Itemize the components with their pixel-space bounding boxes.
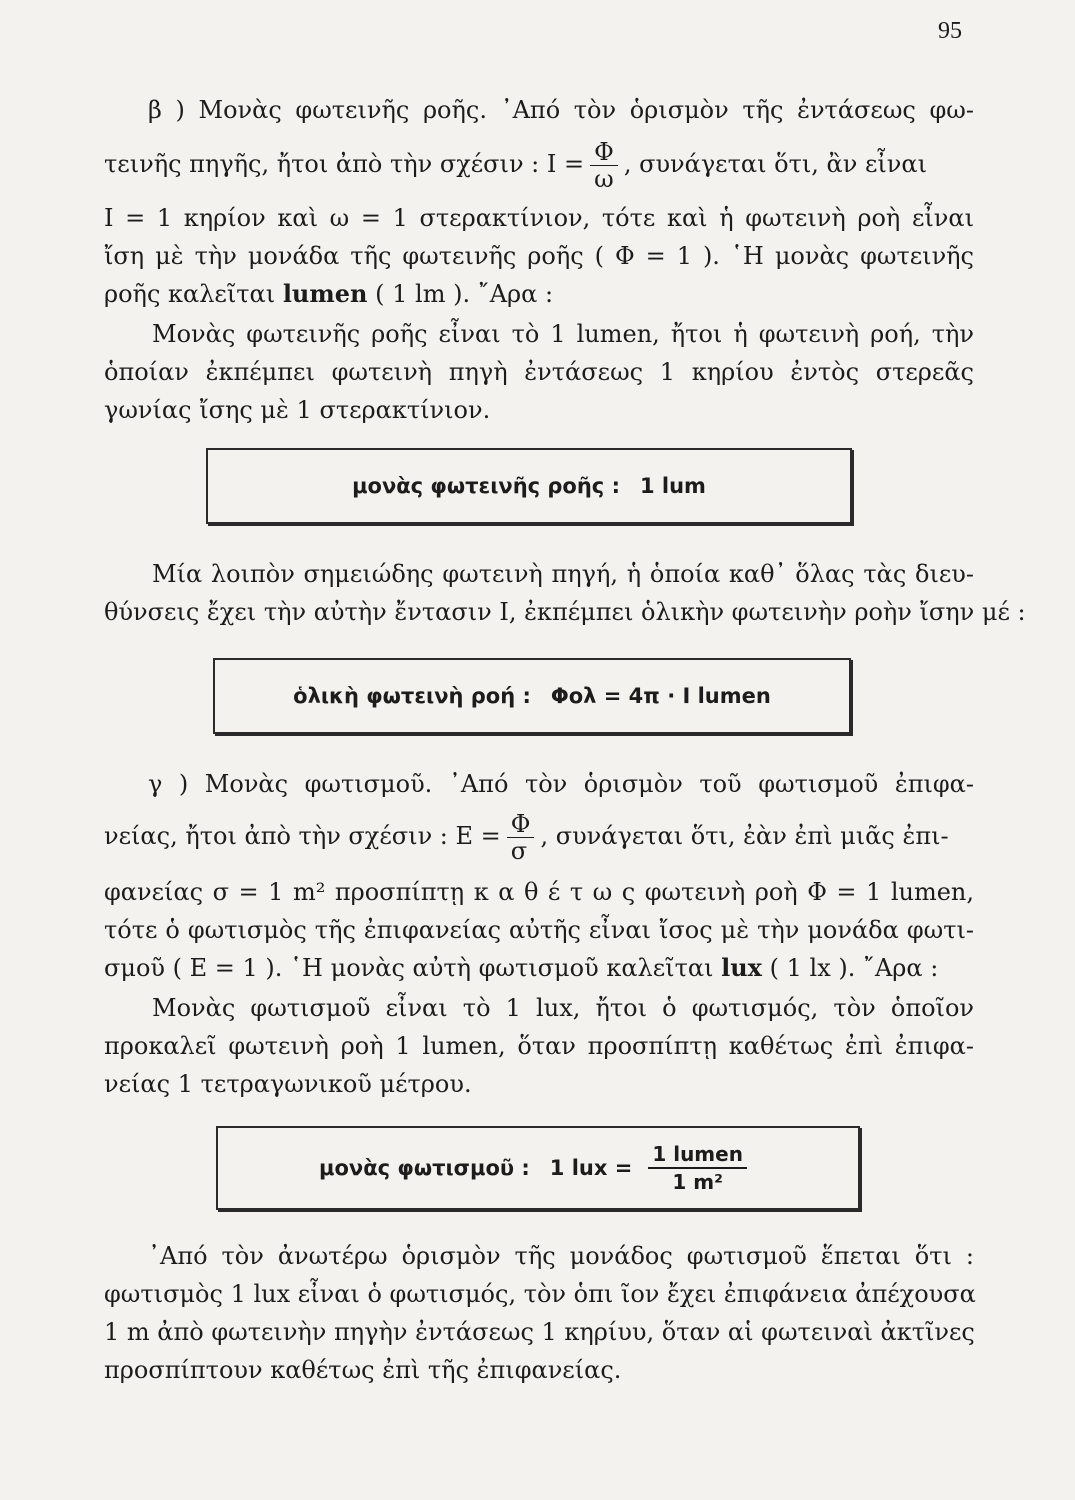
sec-b-line-2 <box>104 124 974 204</box>
last-line-3: 1 m ἀπὸ φωτεινὴν πηγὴν ἐντάσεως 1 κηρίυυ, ὅταν αἱ φωτειναὶ ἀκτῖνες <box>104 1318 975 1346</box>
definition-lux-line-1: Μονὰς φωτισμοῦ εἶναι τὸ 1 lux, ἤτοι ὁ φωτισμός, τὸν ὁποῖον <box>152 994 974 1022</box>
last-line-2: φωτισμὸς 1 lux εἶναι ὁ φωτισμός, τὸν ὁπι ῖον ἔχει ἐπιφάνεια ἀπέχουσα <box>104 1280 976 1308</box>
fraction-numerator: Φ <box>510 810 531 838</box>
lumen-term: lumen <box>282 279 368 308</box>
fraction-phi-omega <box>590 139 618 192</box>
mid-line-2: θύνσεις ἔχει τὴν αὐτὴν ἔντασιν Ι, ἐκπέμπει ὁλικὴν φωτεινὴν ροὴν ἴσην μέ : <box>104 598 1026 626</box>
sec-c-line-4: τότε ὁ φωτισμὸς τῆς ἐπιφανείας αὐτῆς εἶναι ἴσος μὲ τὴν μονάδα φωτι- <box>104 916 974 944</box>
sec-c-line-5 <box>104 950 974 986</box>
formula-box-total-flux <box>213 658 851 734</box>
sec-b-line-2-post: , συνάγεται ὅτι, ἂν εἶναι <box>623 150 928 178</box>
fraction-numerator: Φ <box>594 138 614 166</box>
box2-label: ὁλικὴ φωτεινὴ ροή : <box>293 684 531 708</box>
fraction-denominator: ω <box>590 165 618 192</box>
box3-numerator: 1 lumen <box>652 1142 743 1166</box>
box3-denominator: 1 m² <box>648 1167 747 1195</box>
sec-b-line-2-pre: τεινῆς πηγῆς, ἤτοι ἀπὸ τὴν σχέσιν : Ι = <box>104 150 585 178</box>
sec-b-line-5-pre: ροῆς καλεῖται <box>104 280 276 308</box>
definition-lumen-line-3: γωνίας ἴσης μὲ 1 στερακτίνιον. <box>104 396 491 424</box>
sec-b-line-3: Ι = 1 κηρίον καὶ ω = 1 στερακτίνιον, τότε καὶ ἡ φωτεινὴ ροὴ εἶναι <box>104 204 974 232</box>
lux-term: lux <box>721 953 762 982</box>
formula-box-luminous-flux-unit <box>206 448 852 524</box>
fraction-lumen-per-m2 <box>638 1141 757 1195</box>
definition-lumen-line-1: Μονὰς φωτεινῆς ροῆς εἶναι τὸ 1 lumen, ἤτοι ἡ φωτεινὴ ροή, τὴν <box>152 320 974 348</box>
box3-label: μονὰς φωτισμοῦ : <box>319 1156 530 1180</box>
sec-c-line-2-post: , συνάγεται ὅτι, ἐὰν ἐπὶ μιᾶς ἐπι- <box>540 822 949 850</box>
sec-b-line-5 <box>104 276 974 312</box>
sec-b-line-1: β ) Μονὰς φωτεινῆς ροῆς. ᾿Από τὸν ὁρισμὸν τῆς ἐντάσεως φω- <box>148 96 974 124</box>
last-line-4: προσπίπτουν καθέτως ἐπὶ τῆς ἐπιφανείας. <box>104 1356 622 1384</box>
fraction-phi-sigma <box>507 811 535 864</box>
page-number: 95 <box>938 18 962 44</box>
sec-c-line-5-pre: σμοῦ ( Ε = 1 ). ῾Η μονὰς αὐτὴ φωτισμοῦ καλεῖται <box>104 954 714 982</box>
definition-lumen-line-2: ὁποίαν ἐκπέμπει φωτεινὴ πηγὴ ἐντάσεως 1 κηρίου ἐντὸς στερεᾶς <box>104 358 974 386</box>
box3-value: 1 lux = <box>549 1156 633 1180</box>
last-line-1: ᾿Από τὸν ἀνωτέρω ὁρισμὸν τῆς μονάδος φωτισμοῦ ἕπεται ὅτι : <box>148 1242 974 1270</box>
sec-b-line-4: ἴση μὲ τὴν μονάδα τῆς φωτεινῆς ροῆς ( Φ = 1 ). ῾Η μονὰς φωτεινῆς <box>104 242 974 270</box>
formula-box-illuminance-unit <box>216 1126 860 1210</box>
sec-c-line-3: φανείας σ = 1 m² προσπίπτῃ κ α θ έ τ ω ς φωτεινὴ ροὴ Φ = 1 lumen, <box>104 878 974 906</box>
box1-value: 1 lum <box>639 474 706 498</box>
sec-c-line-2 <box>104 796 974 876</box>
sec-c-line-5-post: ( 1 lx ). ῎Αρα : <box>769 954 939 982</box>
fraction-denominator: σ <box>507 837 535 864</box>
box1-label: μονὰς φωτεινῆς ροῆς : <box>352 474 620 498</box>
sec-c-line-2-pre: νείας, ἤτοι ἀπὸ τὴν σχέσιν : Ε = <box>104 822 501 850</box>
box2-value: Φολ = 4π · Ι lumen <box>550 684 771 708</box>
mid-line-1: Μία λοιπὸν σημειώδης φωτεινὴ πηγή, ἡ ὁποία καθ᾿ ὅλας τὰς διευ- <box>152 560 974 588</box>
definition-lux-line-2: προκαλεῖ φωτεινὴ ροὴ 1 lumen, ὅταν προσπίπτῃ καθέτως ἐπὶ ἐπιφα- <box>104 1032 974 1060</box>
definition-lux-line-3: νείας 1 τετραγωνικοῦ μέτρου. <box>104 1070 472 1098</box>
sec-c-line-1: γ ) Μονὰς φωτισμοῦ. ᾿Από τὸν ὁρισμὸν τοῦ φωτισμοῦ ἐπιφα- <box>148 770 974 798</box>
sec-b-line-5-post: ( 1 lm ). ῎Αρα : <box>375 280 554 308</box>
